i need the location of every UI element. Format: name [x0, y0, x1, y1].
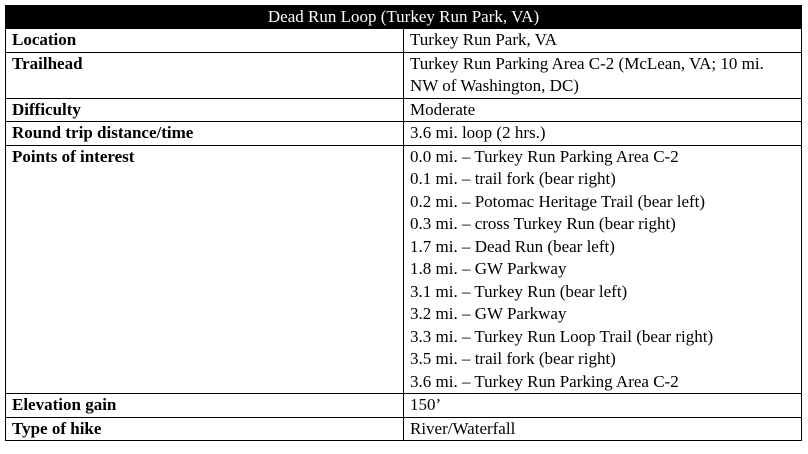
- hike-info-table: [5, 5, 802, 441]
- row-label-type: Type of hike: [6, 417, 404, 441]
- poi-item: 1.7 mi. – Dead Run (bear left): [410, 236, 615, 256]
- poi-item: 3.1 mi. – Turkey Run (bear left): [410, 281, 628, 301]
- row-value-location: Turkey Run Park, VA: [404, 29, 802, 53]
- title-row: [6, 6, 802, 29]
- row-value-trailhead: Turkey Run Parking Area C-2 (McLean, VA; 10 mi. NW of Washington, DC): [404, 52, 802, 98]
- table-row-elevation: [6, 394, 802, 418]
- table-row-difficulty: [6, 98, 802, 122]
- row-value-difficulty: Moderate: [404, 98, 802, 122]
- poi-item: 3.2 mi. – GW Parkway: [410, 304, 567, 323]
- row-label-trailhead: Trailhead: [6, 52, 404, 98]
- poi-item: 3.6 mi. – Turkey Run Parking Area C-2: [410, 371, 679, 391]
- row-value-distance: 3.6 mi. loop (2 hrs.): [404, 122, 802, 146]
- table-row-points-of-interest: [6, 145, 802, 394]
- row-value-elevation: 150’: [404, 394, 802, 418]
- table-row-distance: [6, 122, 802, 146]
- table-row-trailhead: [6, 52, 802, 98]
- poi-item: 3.5 mi. – trail fork (bear right): [410, 349, 616, 368]
- poi-item: 0.3 mi. – cross Turkey Run (bear right): [410, 214, 676, 233]
- poi-item: 0.2 mi. – Potomac Heritage Trail (bear left): [410, 191, 706, 211]
- poi-item: 3.3 mi. – Turkey Run Loop Trail (bear right): [410, 326, 714, 346]
- poi-item: 1.8 mi. – GW Parkway: [410, 259, 567, 278]
- row-label-points-of-interest: Points of interest: [6, 145, 404, 394]
- row-label-elevation: Elevation gain: [6, 394, 404, 418]
- poi-item: 0.0 mi. – Turkey Run Parking Area C-2: [410, 146, 679, 166]
- row-label-location: Location: [6, 29, 404, 53]
- points-of-interest-list: [404, 145, 802, 394]
- row-label-distance: Round trip distance/time: [6, 122, 404, 146]
- row-value-type: River/Waterfall: [404, 417, 802, 441]
- table-row-location: [6, 29, 802, 53]
- row-label-difficulty: Difficulty: [6, 98, 404, 122]
- table-row-type: [6, 417, 802, 441]
- table-title: Dead Run Loop (Turkey Run Park, VA): [6, 6, 802, 29]
- poi-item: 0.1 mi. – trail fork (bear right): [410, 169, 616, 188]
